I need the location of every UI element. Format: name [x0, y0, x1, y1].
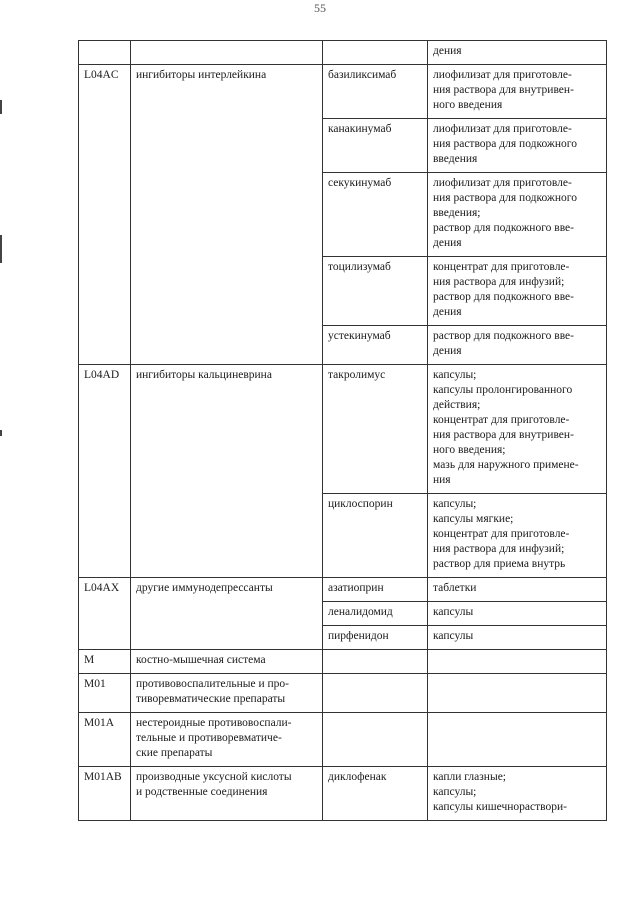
drug-name-cell: диклофенак — [323, 767, 428, 821]
table-row — [79, 578, 607, 602]
group-name-cell — [131, 65, 323, 365]
dosage-form-line: ния — [433, 474, 451, 486]
scan-edge-mark — [0, 100, 2, 114]
dosage-form-line: ния раствора для подкожного — [433, 138, 577, 150]
drug-name-cell: канакинумаб — [323, 119, 428, 173]
group-name-cell — [131, 41, 323, 65]
dosage-form-line: раствор для подкожного вве- — [433, 222, 574, 234]
atc-code-cell: L04AX — [79, 578, 131, 650]
dosage-form-line: раствор для приема внутрь — [433, 558, 566, 570]
dosage-form-line: капсулы пролонгированного — [433, 384, 573, 396]
dosage-form-line: концентрат для приготовле- — [433, 528, 570, 540]
drug-name-cell: устекинумаб — [323, 326, 428, 365]
group-name-cell — [131, 578, 323, 650]
dosage-form-cell — [428, 713, 607, 767]
dosage-form-cell — [428, 494, 607, 578]
dosage-form-cell — [428, 326, 607, 365]
drug-name-cell: азатиоприн — [323, 578, 428, 602]
dosage-form-line: таблетки — [433, 582, 477, 594]
dosage-form-line: лиофилизат для приготовле- — [433, 177, 572, 189]
dosage-form-line: ного введения — [433, 99, 503, 111]
table-row — [79, 65, 607, 119]
dosage-form-cell — [428, 365, 607, 494]
dosage-form-line: капсулы — [433, 630, 474, 642]
dosage-form-line: дения — [433, 306, 462, 318]
atc-code-cell: M01A — [79, 713, 131, 767]
dosage-form-cell — [428, 173, 607, 257]
dosage-form-line: капли глазные; — [433, 771, 506, 783]
drug-name-cell — [323, 713, 428, 767]
table-row — [79, 365, 607, 494]
scan-edge-mark — [0, 235, 2, 263]
dosage-form-line: капсулы; — [433, 369, 477, 381]
atc-code-cell: L04AD — [79, 365, 131, 578]
dosage-form-line: раствор для подкожного вве- — [433, 330, 574, 342]
atc-code-cell — [79, 41, 131, 65]
group-name-line: тельные и противоревматиче- — [136, 732, 282, 744]
dosage-form-cell — [428, 767, 607, 821]
dosage-form-line: ния раствора для инфузий; — [433, 543, 565, 555]
dosage-form-line: введения — [433, 153, 478, 165]
group-name-cell — [131, 767, 323, 821]
dosage-form-line: ния раствора для подкожного — [433, 192, 577, 204]
table-row — [79, 674, 607, 713]
atc-code-cell: M01AB — [79, 767, 131, 821]
group-name-cell — [131, 650, 323, 674]
dosage-form-line: введения; — [433, 207, 481, 219]
drug-name-cell — [323, 650, 428, 674]
drug-name-cell — [323, 41, 428, 65]
dosage-form-line: концентрат для приготовле- — [433, 261, 570, 273]
dosage-form-line: дения — [433, 237, 462, 249]
dosage-form-cell — [428, 578, 607, 602]
drug-name-cell: секукинумаб — [323, 173, 428, 257]
dosage-form-line: ния раствора для внутривен- — [433, 429, 574, 441]
dosage-form-line: лиофилизат для приготовле- — [433, 69, 572, 81]
table-row — [79, 650, 607, 674]
page-number: 55 — [314, 1, 326, 15]
dosage-form-line: капсулы кишечнораствори- — [433, 801, 567, 813]
dosage-form-line: раствор для подкожного вве- — [433, 291, 574, 303]
dosage-form-cell — [428, 41, 607, 65]
group-name-line: противовоспалительные и про- — [136, 678, 290, 690]
group-name-line: костно-мышечная система — [136, 654, 266, 666]
dosage-form-line: ния раствора для внутривен- — [433, 84, 574, 96]
dosage-form-line: действия; — [433, 399, 481, 411]
drug-name-cell: циклоспорин — [323, 494, 428, 578]
dosage-form-line: дения — [433, 45, 462, 57]
group-name-line: ские препараты — [136, 747, 213, 759]
drug-name-cell: пирфенидон — [323, 626, 428, 650]
drug-name-cell: тоцилизумаб — [323, 257, 428, 326]
drug-table — [78, 40, 607, 821]
dosage-form-cell — [428, 257, 607, 326]
group-name-cell — [131, 713, 323, 767]
dosage-form-line: капсулы — [433, 606, 474, 618]
dosage-form-line: ного введения; — [433, 444, 506, 456]
group-name-line: производные уксусной кислоты — [136, 771, 292, 783]
dosage-form-line: капсулы мягкие; — [433, 513, 514, 525]
table-body — [79, 41, 607, 821]
dosage-form-line: концентрат для приготовле- — [433, 414, 570, 426]
group-name-line: другие иммунодепрессанты — [136, 582, 273, 594]
group-name-line: тиворевматические препараты — [136, 693, 286, 705]
drug-name-cell: такролимус — [323, 365, 428, 494]
drug-name-cell — [323, 674, 428, 713]
group-name-cell — [131, 674, 323, 713]
dosage-form-cell — [428, 65, 607, 119]
group-name-line: нестероидные противовоспали- — [136, 717, 292, 729]
dosage-form-cell — [428, 119, 607, 173]
dosage-form-line: мазь для наружного примене- — [433, 459, 579, 471]
table-row — [79, 767, 607, 821]
scan-edge-mark — [0, 430, 2, 436]
dosage-form-cell — [428, 626, 607, 650]
group-name-cell — [131, 365, 323, 578]
atc-code-cell: L04AC — [79, 65, 131, 365]
dosage-form-line: лиофилизат для приготовле- — [433, 123, 572, 135]
dosage-form-cell — [428, 650, 607, 674]
dosage-form-line: капсулы; — [433, 786, 477, 798]
group-name-line: ингибиторы кальциневрина — [136, 369, 272, 381]
group-name-line: ингибиторы интерлейкина — [136, 69, 267, 81]
dosage-form-line: капсулы; — [433, 498, 477, 510]
atc-code-cell: M — [79, 650, 131, 674]
table-row — [79, 41, 607, 65]
dosage-form-cell — [428, 602, 607, 626]
drug-name-cell: базиликсимаб — [323, 65, 428, 119]
dosage-form-cell — [428, 674, 607, 713]
group-name-line: и родственные соединения — [136, 786, 268, 798]
dosage-form-line: ния раствора для инфузий; — [433, 276, 565, 288]
table-row — [79, 713, 607, 767]
atc-code-cell: M01 — [79, 674, 131, 713]
drug-name-cell: леналидомид — [323, 602, 428, 626]
dosage-form-line: дения — [433, 345, 462, 357]
